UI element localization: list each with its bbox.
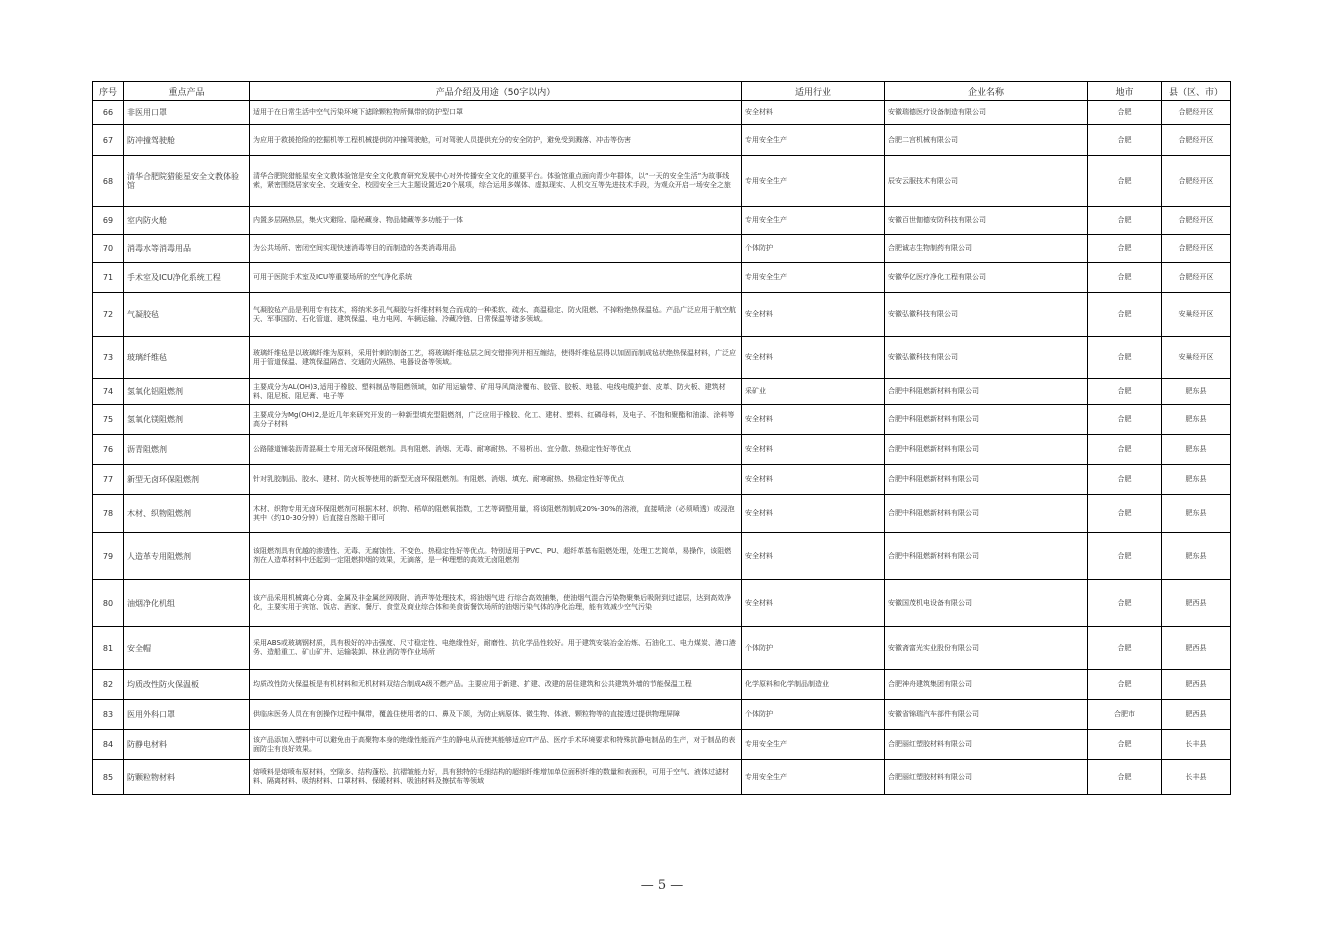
table-row xyxy=(93,465,1231,495)
table-row xyxy=(93,156,1231,207)
cell-product: 人造革专用阻燃剂 xyxy=(124,533,250,580)
cell-city: 合肥 xyxy=(1088,580,1162,627)
cell-product: 氢氧化铝阻燃剂 xyxy=(124,379,250,405)
table-row xyxy=(93,760,1231,795)
cell-company: 安徽国茂机电设备有限公司 xyxy=(885,580,1088,627)
table-head xyxy=(93,82,1231,101)
cell-industry: 安全材料 xyxy=(742,465,885,495)
cell-industry: 专用安全生产 xyxy=(742,156,885,207)
cell-no: 71 xyxy=(93,263,124,293)
cell-city: 合肥 xyxy=(1088,337,1162,379)
cell-description: 公路隧道铺装沥青混凝土专用无卤环保阻燃剂。具有阻燃、消烟、无毒、耐寒耐热、不易析出、宜分散、热稳定性好等优点 xyxy=(250,435,742,465)
cell-city: 合肥 xyxy=(1088,533,1162,580)
table-row xyxy=(93,235,1231,263)
cell-county: 长丰县 xyxy=(1162,760,1231,795)
cell-county: 合肥经开区 xyxy=(1162,263,1231,293)
cell-description: 主要成分为Mg(OH)2,是近几年来研究开发的一种新型填充型阻燃剂，广泛应用于橡胶、化工、建材、塑料、红磷母料，及电子、不饱和聚酯和油漆、涂料等高分子材料 xyxy=(250,405,742,435)
cell-product: 防冲撞驾驶舱 xyxy=(124,125,250,156)
cell-description: 木材、织物专用无卤环保阻燃剂可根据木材、织物、稻草的阻燃氧指数，工艺等调整用量，将该阻燃剂制成20%-30%的溶液，直接喷涂（必须喷透）或浸泡其中（约10-30分钟）后直接自然晾干即可 xyxy=(250,495,742,533)
table-row xyxy=(93,627,1231,670)
cell-industry: 个体防护 xyxy=(742,700,885,730)
cell-product: 安全帽 xyxy=(124,627,250,670)
cell-product: 沥青阻燃剂 xyxy=(124,435,250,465)
table-row xyxy=(93,207,1231,235)
cell-no: 79 xyxy=(93,533,124,580)
cell-product: 木材、织物阻燃剂 xyxy=(124,495,250,533)
cell-no: 67 xyxy=(93,125,124,156)
header-county: 县（区、市） xyxy=(1162,82,1231,101)
cell-city: 合肥 xyxy=(1088,235,1162,263)
header-city: 地市 xyxy=(1088,82,1162,101)
cell-description: 均质改性防火保温板是有机材料和无机材料双结合制成A级不燃产品。主要应用于新建、扩建、改建的居住建筑和公共建筑外墙的节能保温工程 xyxy=(250,670,742,700)
cell-no: 82 xyxy=(93,670,124,700)
cell-county: 合肥经开区 xyxy=(1162,101,1231,125)
cell-description: 适用于在日常生活中空气污染环境下滤除颗粒物所佩带的防护型口罩 xyxy=(250,101,742,125)
cell-company: 辰安云服技术有限公司 xyxy=(885,156,1088,207)
cell-county: 安巢经开区 xyxy=(1162,337,1231,379)
cell-description: 清华合肥院猎能星安全文教体验馆是安全文化教育研究发展中心对外传播安全文化的重要平台。体验馆重点面向青少年群体，以“一天的安全生活”为故事线索，紧密围绕居家安全、交通安全、校园安全三大主题设置近20个展项，综合运用多媒体、虚拟现实、人机交互等先进技术手段，为观众开启一场安全之旅 xyxy=(250,156,742,207)
cell-industry: 安全材料 xyxy=(742,533,885,580)
cell-product: 消毒水等消毒用品 xyxy=(124,235,250,263)
table-row xyxy=(93,580,1231,627)
table-row xyxy=(93,730,1231,760)
cell-industry: 个体防护 xyxy=(742,627,885,670)
cell-company: 安徽华亿医疗净化工程有限公司 xyxy=(885,263,1088,293)
cell-county: 合肥经开区 xyxy=(1162,235,1231,263)
cell-industry: 专用安全生产 xyxy=(742,207,885,235)
cell-county: 肥西县 xyxy=(1162,670,1231,700)
cell-county: 肥东县 xyxy=(1162,533,1231,580)
cell-product: 防颗粒物材料 xyxy=(124,760,250,795)
cell-county: 安巢经开区 xyxy=(1162,293,1231,337)
cell-description: 可用于医院手术室及ICU等重要场所的空气净化系统 xyxy=(250,263,742,293)
table-row xyxy=(93,405,1231,435)
cell-product: 医用外科口罩 xyxy=(124,700,250,730)
cell-industry: 安全材料 xyxy=(742,101,885,125)
cell-no: 81 xyxy=(93,627,124,670)
cell-description: 为公共场所、密闭空间实现快速消毒等目的而制造的各类消毒用品 xyxy=(250,235,742,263)
cell-company: 合肥中科阻燃新材料有限公司 xyxy=(885,435,1088,465)
header-industry: 适用行业 xyxy=(742,82,885,101)
cell-no: 78 xyxy=(93,495,124,533)
cell-industry: 专用安全生产 xyxy=(742,263,885,293)
cell-industry: 个体防护 xyxy=(742,235,885,263)
cell-industry: 化学原料和化学制品制造业 xyxy=(742,670,885,700)
cell-county: 肥东县 xyxy=(1162,465,1231,495)
cell-description: 为应用于救援抢险的挖掘机等工程机械提供防冲撞驾驶舱，可对驾驶人员提供充分的安全防护，避免受到溅落、冲击等伤害 xyxy=(250,125,742,156)
cell-product: 新型无卤环保阻燃剂 xyxy=(124,465,250,495)
cell-no: 68 xyxy=(93,156,124,207)
cell-industry: 安全材料 xyxy=(742,435,885,465)
cell-product: 手术室及ICU净化系统工程 xyxy=(124,263,250,293)
table-row xyxy=(93,293,1231,337)
cell-city: 合肥 xyxy=(1088,670,1162,700)
cell-no: 77 xyxy=(93,465,124,495)
enterprise-product-table xyxy=(92,81,1231,795)
cell-county: 肥西县 xyxy=(1162,580,1231,627)
cell-description: 针对乳胶制品、胶水、建材、防火板等使用的新型无卤环保阻燃剂。有阻燃、消烟、填充、耐寒耐热、热稳定性好等优点 xyxy=(250,465,742,495)
cell-county: 肥东县 xyxy=(1162,435,1231,465)
cell-industry: 专用安全生产 xyxy=(742,760,885,795)
cell-county: 长丰县 xyxy=(1162,730,1231,760)
cell-industry: 采矿业 xyxy=(742,379,885,405)
cell-description: 玻璃纤维毡是以玻璃纤维为原料，采用针刺的制备工艺，将玻璃纤维毡层之间交错排列并相互缠结，使得纤维毡层得以加固而制成毡状绝热保温材料，广泛应用于管道保温、建筑保温隔音、交通防火隔热、电器设备等领域。 xyxy=(250,337,742,379)
cell-company: 安徽斋富光实业股份有限公司 xyxy=(885,627,1088,670)
page-number: — 5 — xyxy=(640,878,684,893)
cell-county: 肥东县 xyxy=(1162,405,1231,435)
cell-county: 合肥经开区 xyxy=(1162,125,1231,156)
table-row xyxy=(93,495,1231,533)
header-description: 产品介绍及用途（50字以内） xyxy=(250,82,742,101)
cell-company: 安徽弘徽科技有限公司 xyxy=(885,293,1088,337)
cell-company: 合肥丽红塑胶材料有限公司 xyxy=(885,730,1088,760)
cell-city: 合肥 xyxy=(1088,379,1162,405)
cell-company: 合肥丽红塑胶材料有限公司 xyxy=(885,760,1088,795)
table-row xyxy=(93,125,1231,156)
cell-description: 主要成分为AL(OH)3,适用于橡胶、塑料制品等阻燃领域，如矿用运输带、矿用导风筒涂覆布、胶管、胶板、地毯、电线电缆护套、皮革、防火板、建筑材料、阻尼板、阻尼膏、电子等 xyxy=(250,379,742,405)
cell-product: 清华合肥院猎能星安全文教体验馆 xyxy=(124,156,250,207)
cell-county: 合肥经开区 xyxy=(1162,156,1231,207)
table-row xyxy=(93,379,1231,405)
cell-company: 合肥中科阻燃新材料有限公司 xyxy=(885,495,1088,533)
table-row xyxy=(93,337,1231,379)
cell-county: 合肥经开区 xyxy=(1162,207,1231,235)
cell-company: 安徽省锦瑞汽车部件有限公司 xyxy=(885,700,1088,730)
cell-product: 氢氧化镁阻燃剂 xyxy=(124,405,250,435)
cell-product: 室内防火舱 xyxy=(124,207,250,235)
header-company: 企业名称 xyxy=(885,82,1088,101)
table-row xyxy=(93,533,1231,580)
cell-company: 合肥中科阻燃新材料有限公司 xyxy=(885,405,1088,435)
header-no: 序号 xyxy=(93,82,124,101)
cell-city: 合肥 xyxy=(1088,435,1162,465)
cell-no: 73 xyxy=(93,337,124,379)
cell-product: 防静电材料 xyxy=(124,730,250,760)
cell-county: 肥西县 xyxy=(1162,627,1231,670)
cell-company: 安徽百世伽德安防科技有限公司 xyxy=(885,207,1088,235)
cell-county: 肥西县 xyxy=(1162,700,1231,730)
cell-no: 70 xyxy=(93,235,124,263)
cell-no: 76 xyxy=(93,435,124,465)
cell-description: 采用ABS或玻璃钢材质，具有极好的冲击强度、尺寸稳定性、电绝缘性好，耐磨性、抗化学品性较好。用于建筑安装冶金冶炼、石油化工、电力煤炭、港口港务、造船重工、矿山矿井、运输装卸、林业消防等作业场所 xyxy=(250,627,742,670)
cell-no: 66 xyxy=(93,101,124,125)
cell-county: 肥东县 xyxy=(1162,379,1231,405)
cell-industry: 安全材料 xyxy=(742,405,885,435)
cell-company: 合肥诚志生物制药有限公司 xyxy=(885,235,1088,263)
cell-description: 该产品添加入塑料中可以避免由于高聚物本身的绝缘性能而产生的静电从而使其能够适应IT产品、医疗手术环境要求和特殊抗静电制品的生产，对于制品的表面防尘有良好效果。 xyxy=(250,730,742,760)
cell-city: 合肥 xyxy=(1088,495,1162,533)
cell-product: 均质改性防火保温板 xyxy=(124,670,250,700)
table-row xyxy=(93,435,1231,465)
cell-industry: 安全材料 xyxy=(742,293,885,337)
cell-no: 84 xyxy=(93,730,124,760)
cell-city: 合肥 xyxy=(1088,730,1162,760)
header-product: 重点产品 xyxy=(124,82,250,101)
cell-industry: 安全材料 xyxy=(742,495,885,533)
cell-city: 合肥 xyxy=(1088,293,1162,337)
cell-no: 69 xyxy=(93,207,124,235)
cell-city: 合肥 xyxy=(1088,627,1162,670)
cell-product: 油烟净化机组 xyxy=(124,580,250,627)
cell-city: 合肥 xyxy=(1088,405,1162,435)
cell-industry: 安全材料 xyxy=(742,337,885,379)
cell-city: 合肥市 xyxy=(1088,700,1162,730)
cell-company: 合肥神舟建筑集团有限公司 xyxy=(885,670,1088,700)
cell-city: 合肥 xyxy=(1088,101,1162,125)
cell-company: 安徽弘徽科技有限公司 xyxy=(885,337,1088,379)
cell-city: 合肥 xyxy=(1088,156,1162,207)
cell-product: 非医用口罩 xyxy=(124,101,250,125)
cell-city: 合肥 xyxy=(1088,125,1162,156)
cell-city: 合肥 xyxy=(1088,465,1162,495)
cell-no: 80 xyxy=(93,580,124,627)
cell-description: 该产品采用机械离心分离、金属及非金属丝网吸附、消声等处理技术，将油烟气进 行综合高效捕集，使油烟气混合污染物聚集后吸附到过滤层，达到高效净化，主要实用于宾馆、饭店、酒家、餐厅、食堂及商业综合体和美食街餐饮场所的油烟污染气体的净化治理，能有效减少空气污染 xyxy=(250,580,742,627)
cell-no: 75 xyxy=(93,405,124,435)
table-row xyxy=(93,670,1231,700)
cell-product: 玻璃纤维毡 xyxy=(124,337,250,379)
cell-city: 合肥 xyxy=(1088,760,1162,795)
cell-no: 83 xyxy=(93,700,124,730)
cell-no: 85 xyxy=(93,760,124,795)
table-row xyxy=(93,263,1231,293)
cell-company: 合肥二宫机械有限公司 xyxy=(885,125,1088,156)
table-row xyxy=(93,101,1231,125)
cell-company: 合肥中科阻燃新材料有限公司 xyxy=(885,465,1088,495)
cell-industry: 安全材料 xyxy=(742,580,885,627)
cell-city: 合肥 xyxy=(1088,207,1162,235)
cell-industry: 专用安全生产 xyxy=(742,730,885,760)
cell-company: 安徽瑞德医疗设备制造有限公司 xyxy=(885,101,1088,125)
header-row xyxy=(93,82,1231,101)
cell-product: 气凝胶毡 xyxy=(124,293,250,337)
cell-industry: 专用安全生产 xyxy=(742,125,885,156)
cell-description: 熔喷料是熔喷布原材料，空隙多、结构蓬松、抗褶皱能力好，具有独特的毛细结构的超细纤维增加单位面积纤维的数量和表面积，可用于空气、液体过滤材料、隔离材料、吸纳材料、口罩材料、保暖材料、吸油材料及擦拭布等领域 xyxy=(250,760,742,795)
cell-description: 供临床医务人员在有创操作过程中佩带，覆盖住使用者的口、鼻及下颌，为防止病原体、微生物、体液、颗粒物等的直接透过提供物理屏障 xyxy=(250,700,742,730)
table-body xyxy=(93,101,1231,795)
cell-company: 合肥中科阻燃新材料有限公司 xyxy=(885,379,1088,405)
cell-description: 气凝胶毡产品是利用专有技术，将纳米多孔气凝胶与纤维材料复合而成的一种柔软、疏水、高温稳定、防火阻燃、不掉粉绝热保温毡。产品广泛应用于航空航天、军事国防、石化管道、建筑保温、电力电网、车辆运输、冷藏冷链、日常保温等诸多领域。 xyxy=(250,293,742,337)
cell-city: 合肥 xyxy=(1088,263,1162,293)
cell-company: 合肥中科阻燃新材料有限公司 xyxy=(885,533,1088,580)
cell-description: 该阻燃剂具有优越的渗透性、无毒、无腐蚀性、不变色、热稳定性好等优点。特别适用于PVC、PU、超纤革基布阻燃处理，处理工艺简单，易操作，该阻燃剂在人造革材料中还起到一定阻燃抑烟的效果，无滴落，是一种理想的高效无卤阻燃剂 xyxy=(250,533,742,580)
table-row xyxy=(93,700,1231,730)
cell-county: 肥东县 xyxy=(1162,495,1231,533)
cell-no: 74 xyxy=(93,379,124,405)
cell-description: 内置多层隔热层，集火灾避险、隐秘藏身、物品储藏等多功能于一体 xyxy=(250,207,742,235)
cell-no: 72 xyxy=(93,293,124,337)
